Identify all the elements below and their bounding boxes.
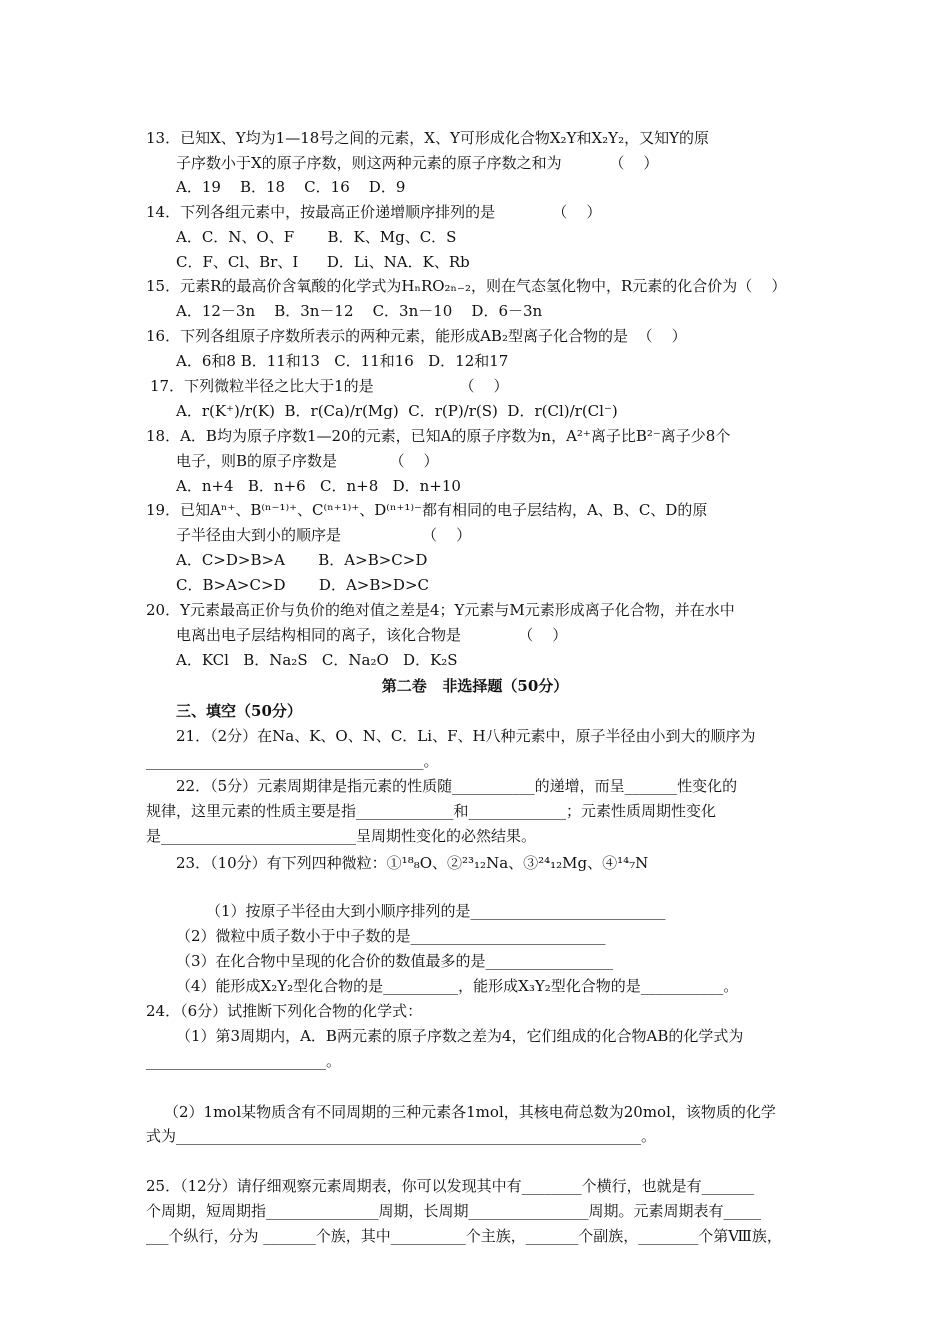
q21-line1: 21．（2分）在Na、K、O、N、C．Li、F、H八种元素中，原子半径由小到大的顺序为 [176,727,756,745]
q24-part2-line1: （2）1mol某物质含有不同周期的三种元素各1mol，其核电荷总数为20mol，该物质的化学 [164,1103,776,1121]
q13-options: A．19 B．18 C．16 D．9 [176,178,406,196]
q17-options: A．r(K⁺)/r(K) B．r(Ca)/r(Mg) C．r(P)/r(S) D．r(Cl)/r(Cl⁻) [176,402,618,420]
q17-stem: 17．下列微粒半径之比大于1的是 （ ） [150,377,509,395]
q25-line1: 25．（12分）请仔细观察元素周期表，你可以发现其中有________个横行，也就是有_______ [146,1177,755,1195]
q20-line1: 20．Y元素最高正价与负价的绝对值之差是4；Y元素与M元素形成离子化合物，并在水中 [146,601,735,619]
q23-stem: 23．（10分）有下列四种微粒：①¹⁸₈O、②²³₁₂Na、③²⁴₁₂Mg、④¹⁴₇N [176,854,649,872]
q23-part3: （3）在化合物中呈现的化合价的数值最多的是_________________ [176,952,614,970]
q14-stem: 14．下列各组元素中，按最高正价递增顺序排列的是 （ ） [146,203,602,221]
q13-line2: 子序数小于X的原子序数，则这两种元素的原子序数之和为 （ ） [176,154,659,172]
q19-line1: 19．已知Aⁿ⁺、B⁽ⁿ⁻¹⁾⁺、C⁽ⁿ⁺¹⁾⁺、D⁽ⁿ⁺¹⁾⁻都有相同的电子层结构，A、B、C、D的原 [146,501,708,519]
q16-options: A．6和8 B．11和13 C．11和16 D．12和17 [176,352,509,370]
q24-stem: 24．（6分）试推断下列化合物的化学式： [146,1002,423,1020]
q21-line2: _____________________________________。 [146,752,439,770]
q19-line2: 子半径由大到小的顺序是 （ ） [176,526,472,544]
q22-line2: 规律，这里元素的性质主要是指_____________和_____________；元素性质周期性变化 [146,802,717,820]
q25-line3: ___个纵行，分为 _______个族，其中__________个主族，_______个副族，________个第Ⅷ族， [146,1227,782,1245]
q15-stem: 15．元素R的最高价含氧酸的化学式为HₙRO₂ₙ₋₂，则在气态氢化物中，R元素的化合价为（ ） [146,277,787,295]
q23-part1: （1）按原子半径由大到小顺序排列的是__________________________ [206,902,666,920]
q18-line2: 电子，则B的原子序数是 （ ） [176,452,439,470]
q19-options-ab: A．C>D>B>A B．A>B>C>D [176,551,428,569]
q24-part2-line2: 式为______________________________________________________________。 [146,1127,657,1145]
q24-part1-blank: ________________________。 [146,1052,342,1070]
q18-line1: 18．A．B均为原子序数1—20的元素，已知A的原子序数为n，A²⁺离子比B²⁻离子少8个 [146,427,731,445]
q24-part1: （1）第3周期内，A．B两元素的原子序数之差为4，它们组成的化合物AB的化学式为 [176,1027,744,1045]
q19-options-cd: C．B>A>C>D D．A>B>D>C [176,576,430,594]
part3-heading: 三、填空（50分） [176,702,302,720]
q15-options: A．12－3n B．3n－12 C．3n－10 D．6－3n [176,302,543,320]
section-heading: 第二卷 非选择题（50分） [381,677,569,695]
q18-options: A．n+4 B．n+6 C．n+8 D．n+10 [176,477,461,495]
q20-options: A．KCl B．Na₂S C．Na₂O D．K₂S [176,651,458,669]
q22-line1: 22．（5分）元素周期律是指元素的性质随___________的递增，而呈_______性变化的 [176,777,738,795]
q22-line3: 是__________________________呈周期性变化的必然结果。 [146,827,537,845]
q13-line1: 13．已知X、Y均为1—18号之间的元素，X、Y可形成化合物X₂Y和X₂Y₂，又知Y的原 [146,129,709,147]
q16-stem: 16．下列各组原子序数所表示的两种元素，能形成AB₂型离子化合物的是 （ ） [146,327,687,345]
q14-options-ab: A．C．N、O、F B．K、Mg、C．S [176,228,457,246]
q20-line2: 电离出电子层结构相同的离子，该化合物是 （ ） [176,626,568,644]
q23-part4: （4）能形成X₂Y₂型化合物的是__________，能形成X₃Y₂型化合物的是___________。 [176,977,739,995]
q25-line2: 个周期，短周期指_______________周期，长周期________________周期。元素周期表有_____ [146,1202,762,1220]
q14-options-cd: C．F、Cl、Br、I D．Li、NA．K、Rb [176,253,470,271]
q23-part2: （2）微粒中质子数小于中子数的是__________________________ [176,927,606,945]
